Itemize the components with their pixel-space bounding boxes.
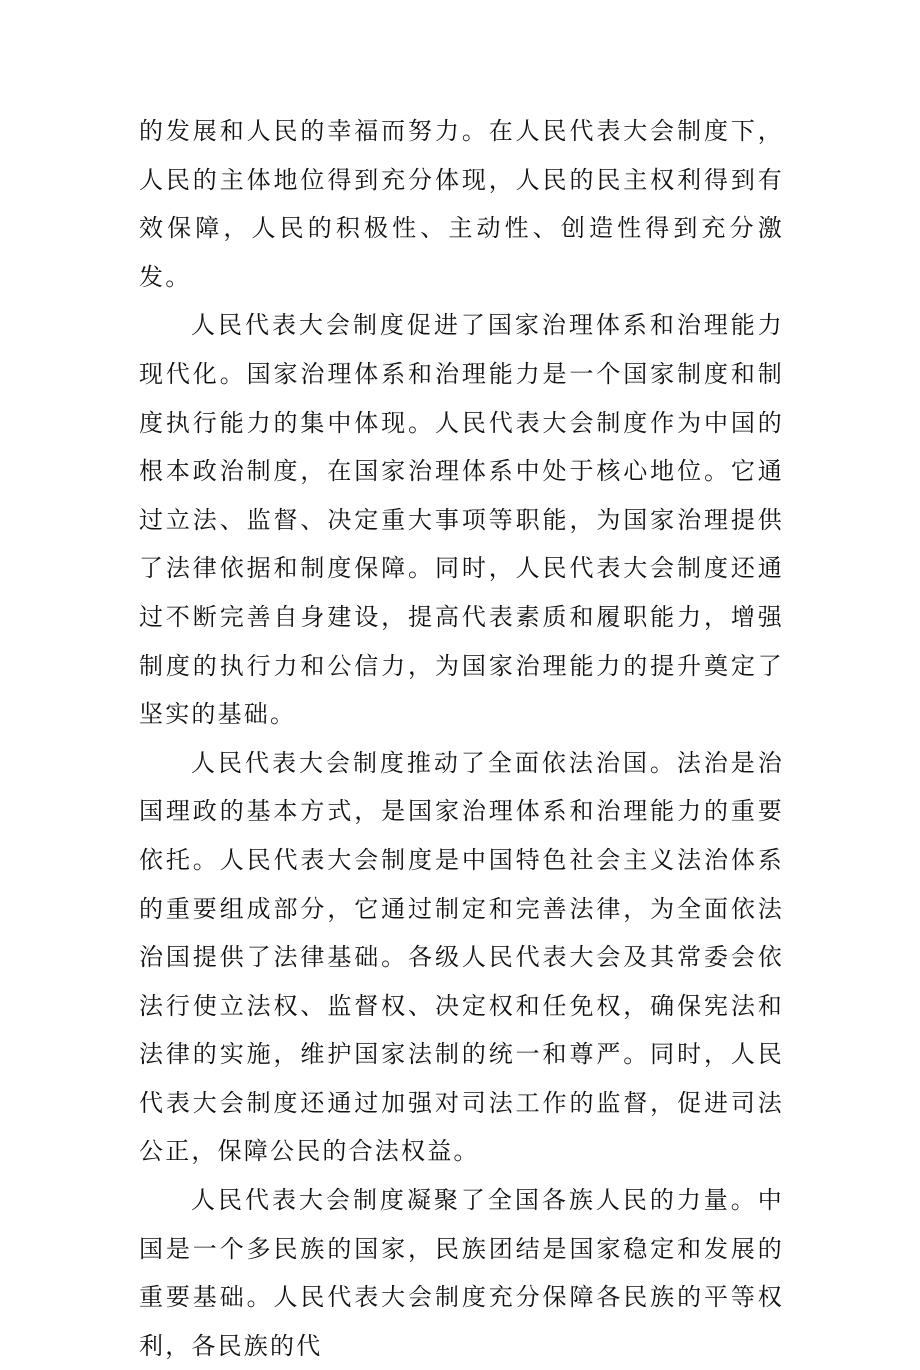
document-body <box>139 107 784 1370</box>
paragraph-4: 人民代表大会制度凝聚了全国各族人民的力量。中国是一个多民族的国家，民族团结是国家稳定和发展的重要基础。人民代表大会制度充分保障各民族的平等权利，各民族的代 <box>139 1186 784 1360</box>
paragraph-3: 人民代表大会制度推动了全面依法治国。法治是治国理政的基本方式，是国家治理体系和治理能力的重要依托。人民代表大会制度是中国特色社会主义法治体系的重要组成部分，它通过制定和完善法律，为全面依法治国提供了法律基础。各级人民代表大会及其常委会依法行使立法权、监督权、决定权和任免权，确保宪法和法律的实施，维护国家法制的统一和尊严。同时，人民代表大会制度还通过加强对司法工作的监督，促进司法公正，保障公民的合法权益。 <box>139 748 784 1166</box>
paragraph-1: 的发展和人民的幸福而努力。在人民代表大会制度下，人民的主体地位得到充分体现，人民的民主权利得到有效保障，人民的积极性、主动性、创造性得到充分激发。 <box>139 117 784 291</box>
paragraph-2: 人民代表大会制度促进了国家治理体系和治理能力现代化。国家治理体系和治理能力是一个国家制度和制度执行能力的集中体现。人民代表大会制度作为中国的根本政治制度，在国家治理体系中处于核心地位。它通过立法、监督、决定重大事项等职能，为国家治理提供了法律依据和制度保障。同时，人民代表大会制度还通过不断完善自身建设，提高代表素质和履职能力，增强制度的执行力和公信力，为国家治理能力的提升奠定了坚实的基础。 <box>139 311 784 729</box>
